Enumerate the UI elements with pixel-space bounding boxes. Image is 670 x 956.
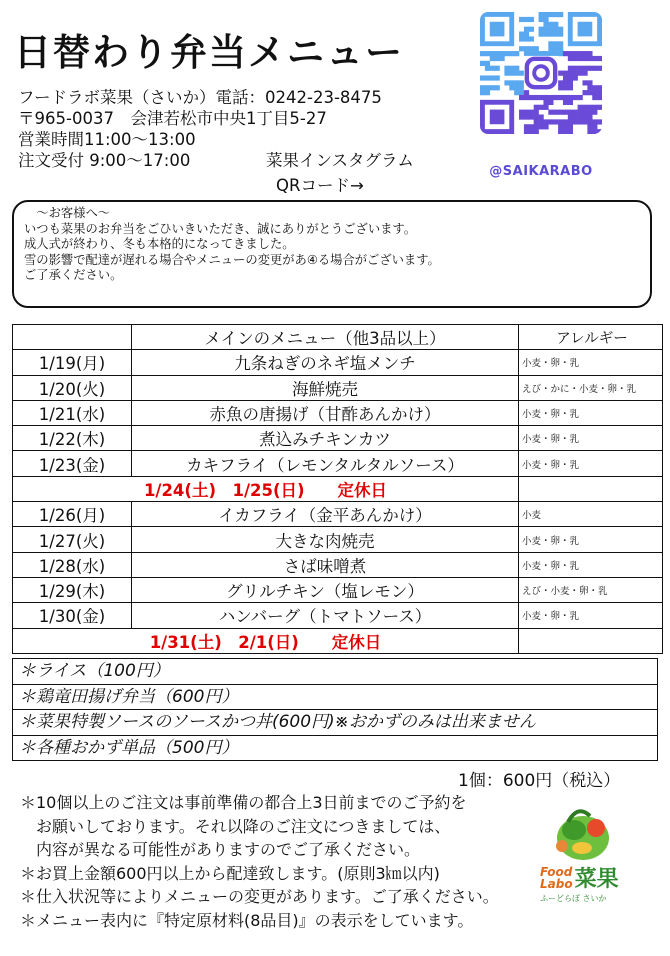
extra-item: ＊鶏竜田揚げ弁当（600円）	[12, 685, 658, 711]
note-line: ＊10個以上のご注文は事前準備の都合上3日前までのご予約を	[20, 793, 467, 812]
table-row	[13, 426, 663, 451]
holiday-allergy-cell	[519, 476, 663, 501]
holiday-label: 1/31(土) 2/1(日) 定休日	[13, 628, 519, 653]
table-row	[13, 451, 663, 476]
header-main: メインのメニュー（他3品以上）	[132, 325, 519, 350]
row-date: 1/19(月)	[13, 350, 132, 375]
row-allergy: 小麦・卵・乳	[519, 350, 663, 375]
logo-sub-text: ふーどらぼ さいか	[540, 894, 607, 903]
row-allergy: 小麦・卵・乳	[519, 400, 663, 425]
table-row	[13, 400, 663, 425]
note-line: 内容が異なる可能性がありますのでご了承ください。	[20, 840, 421, 859]
price-label: 1個：600円（税込）	[458, 771, 621, 791]
extras-list	[12, 658, 658, 761]
menu-table	[12, 324, 663, 654]
holiday-row	[13, 628, 663, 653]
table-header	[13, 325, 663, 350]
row-date: 1/28(水)	[13, 552, 132, 577]
row-date: 1/22(木)	[13, 426, 132, 451]
row-main-dish: さば味噌煮	[132, 552, 519, 577]
extra-item: ＊ライス（100円）	[12, 658, 658, 685]
logo-jp-text: 菜果	[574, 867, 619, 892]
logo-labo-text: Labo	[540, 876, 573, 891]
row-main-dish: グリルチキン（塩レモン）	[132, 577, 519, 602]
table-row	[13, 552, 663, 577]
row-main-dish: 煮込みチキンカツ	[132, 426, 519, 451]
row-allergy: 小麦・卵・乳	[519, 603, 663, 628]
row-date: 1/29(木)	[13, 577, 132, 602]
customer-notice	[12, 200, 652, 308]
shop-address: 〒965-0037 会津若松市中央1丁目5-27	[18, 109, 327, 128]
row-date: 1/27(火)	[13, 527, 132, 552]
row-allergy: 小麦・卵・乳	[519, 527, 663, 552]
row-allergy: 小麦・卵・乳	[519, 426, 663, 451]
table-row	[13, 527, 663, 552]
row-main-dish: カキフライ（レモンタルタルソース）	[132, 451, 519, 476]
row-date: 1/26(月)	[13, 502, 132, 527]
logo-food-text: Food	[540, 864, 573, 879]
order-hours: 注文受付 9:00～17:00	[18, 151, 191, 170]
table-row	[13, 577, 663, 602]
row-allergy: えび・かに・小麦・卵・乳	[519, 375, 663, 400]
extra-item: ＊各種おかず単品（500円）	[12, 736, 658, 762]
business-hours: 営業時間11:00～13:00	[18, 130, 196, 149]
row-date: 1/20(火)	[13, 375, 132, 400]
row-date: 1/30(金)	[13, 603, 132, 628]
notice-line: 雪の影響で配達が遅れる場合やメニューの変更があ④る場合がございます。	[24, 252, 440, 267]
holiday-allergy-cell	[519, 628, 663, 653]
holiday-row	[13, 476, 663, 501]
row-main-dish: ハンバーグ（トマトソース）	[132, 603, 519, 628]
header-allergy: アレルギー	[519, 325, 663, 350]
row-main-dish: 大きな肉焼売	[132, 527, 519, 552]
row-main-dish: 九条ねぎのネギ塩メンチ	[132, 350, 519, 375]
row-main-dish: 赤魚の唐揚げ（甘酢あんかけ）	[132, 400, 519, 425]
row-allergy: えび・小麦・卵・乳	[519, 577, 663, 602]
holiday-label: 1/24(土) 1/25(日) 定休日	[13, 476, 519, 501]
row-date: 1/21(水)	[13, 400, 132, 425]
note-line: ＊メニュー表内に『特定原材料(8品目)』の表示をしています。	[20, 910, 474, 930]
shop-name-phone: フードラボ菜果（さいか）電話：0242-23-8475	[18, 88, 382, 107]
row-date: 1/23(金)	[13, 451, 132, 476]
header-date	[13, 325, 132, 350]
note-line: ＊仕入状況等によりメニューの変更があります。ご了承ください。	[20, 887, 499, 906]
row-allergy: 小麦・卵・乳	[519, 552, 663, 577]
instagram-label: 菜果インスタグラム	[266, 151, 414, 170]
notice-line: いつも菜果のお弁当をごひいきいただき、誠にありがとうございます。	[24, 221, 417, 236]
row-allergy: 小麦	[519, 502, 663, 527]
extra-item: ＊菜果特製ソースのソースかつ丼(600円)※おかずのみは出来ません	[12, 710, 658, 736]
notice-line: ご了承ください。	[24, 268, 123, 283]
notes-list	[20, 791, 499, 932]
page-title: 日替わり弁当メニュー	[14, 31, 404, 74]
table-row	[13, 375, 663, 400]
notice-line: ～お客様へ～	[24, 206, 111, 220]
table-row	[13, 603, 663, 628]
notice-line: 成人式が終わり、冬も本格的になってきました。	[24, 237, 295, 252]
row-main-dish: 海鮮焼売	[132, 375, 519, 400]
row-main-dish: イカフライ（金平あんかけ）	[132, 502, 519, 527]
note-line: お願いしております。それ以降のご注文につきましては、	[20, 816, 451, 836]
instagram-handle: @SAIKARABO	[489, 164, 593, 179]
qr-label: QRコード→	[276, 176, 364, 195]
shop-logo	[540, 862, 640, 904]
note-line: ＊お買上金額600円以上から配達致します。(原則3㎞以内)	[20, 863, 440, 883]
table-row	[13, 350, 663, 375]
table-row	[13, 502, 663, 527]
row-allergy: 小麦・卵・乳	[519, 451, 663, 476]
instagram-qr-code[interactable]	[480, 12, 602, 134]
